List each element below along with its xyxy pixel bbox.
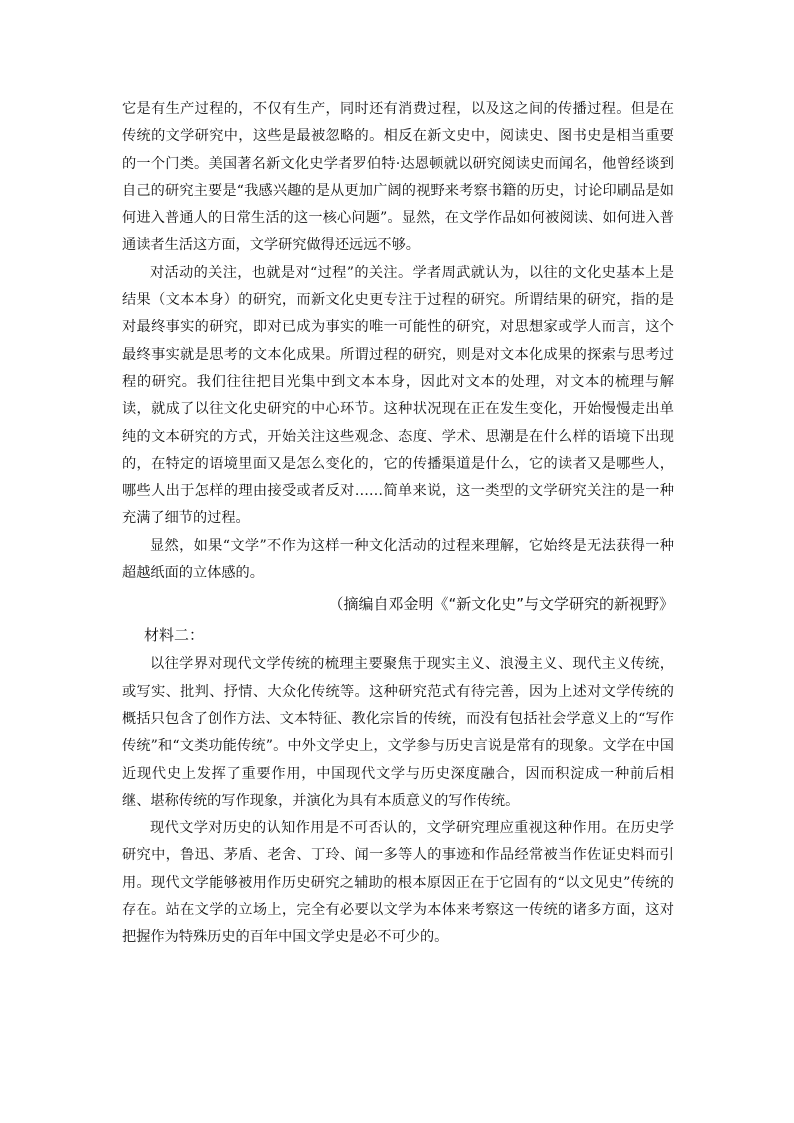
material1-paragraph-3: 显然，如果“文学”不作为这样一种文化活动的过程来理解，它始终是无法获得一种超越纸面的立体感的。 [122,537,674,582]
material1-source-citation: （摘编自邓金明《“新文化史”与文学研究的新视野》 [328,595,674,614]
material2-heading: 材料二： [144,626,205,645]
document-page [122,96,674,952]
material2-paragraph-2: 现代文学对历史的认知作用是不可否认的，文学研究理应重视这种作用。在历史学研究中，鲁迅、茅盾、老舍、丁玲、闻一多等人的事迹和作品经常被当作佐证史料而引用。现代文学能够被用作历史研究之辅助的根本原因正在于它固有的“以文见史”传统的存在。站在文学的立场上，完全有必要以文学为本体来考察这一传统的诸多方面，这对把握作为特殊历史的百年中国文学史是必不可少的。 [122,820,674,946]
material2-paragraph-1: 以往学界对现代文学传统的梳理主要聚焦于现实主义、浪漫主义、现代主义传统，或写实、批判、抒情、大众化传统等。这种研究范式有待完善，因为上述对文学传统的概括只包含了创作方法、文本特征、教化宗旨的传统，而没有包括社会学意义上的“写作传统”和“文类功能传统”。中外文学史上，文学参与历史言说是常有的现象。文学在中国近现代史上发挥了重要作用，中国现代文学与历史深度融合，因而积淀成一种前后相继、堪称传统的写作现象，并演化为具有本质意义的写作传统。 [122,656,674,809]
material1-paragraph-1: 它是有生产过程的，不仅有生产，同时还有消费过程，以及这之间的传播过程。但是在传统的文学研究中，这些是最被忽略的。相反在新文史中，阅读史、图书史是相当重要的一个门类。美国著名新文化史学者罗伯特·达恩顿就以研究阅读史而闻名，他曾经谈到自己的研究主要是“我感兴趣的是从更加广阔的视野来考察书籍的历史，讨论印刷品是如何进入普通人的日常生活的这一核心问题”。显然，在文学作品如何被阅读、如何进入普通读者生活这方面，文学研究做得还远远不够。 [122,101,674,254]
material1-paragraph-2: 对活动的关注，也就是对“过程”的关注。学者周武就认为，以往的文化史基本上是结果（文本本身）的研究，而新文化史更专注于过程的研究。所谓结果的研究，指的是对最终事实的研究，即对已成为事实的唯一可能性的研究，对思想家或学人而言，这个最终事实就是思考的文本化成果。所谓过程的研究，则是对文本化成果的探索与思考过程的研究。我们往往把目光集中到文本本身，因此对文本的处理，对文本的梳理与解读，就成了以往文化史研究的中心环节。这种状况现在正在发生变化，开始慢慢走出单纯的文本研究的方式，开始关注这些观念、态度、学术、思潮是在什么样的语境下出现的，在特定的语境里面又是怎么变化的，它的传播渠道是什么，它的读者又是哪些人，哪些人出于怎样的理由接受或者反对……简单来说，这一类型的文学研究关注的是一种充满了细节的过程。 [122,264,674,527]
